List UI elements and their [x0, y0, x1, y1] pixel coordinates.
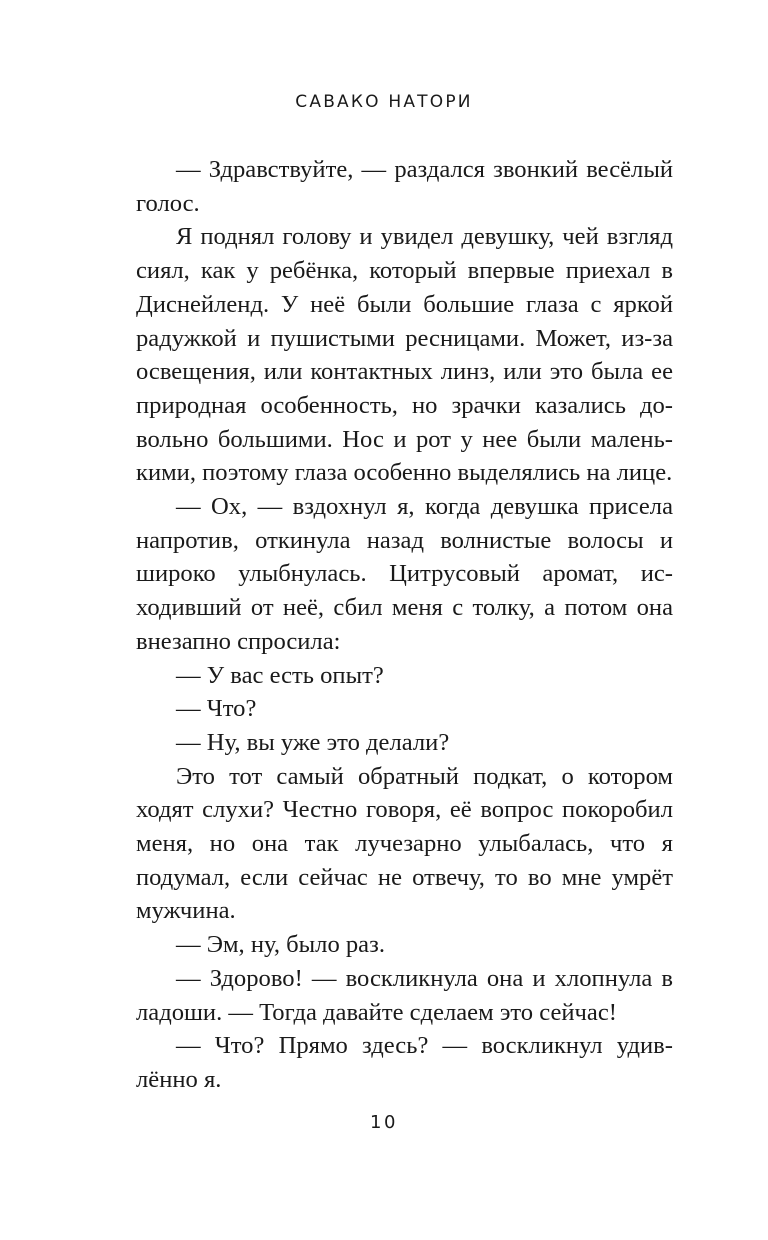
paragraph: — Что? Прямо здесь? — воскликнул удивлённо я.: [136, 1032, 673, 1093]
paragraph: — Здорово! — воскликнула она и хлопнула в ладоши. — Тогда давайте сделаем это сейчас!: [136, 964, 673, 1026]
paragraph: — У вас есть опыт?: [176, 661, 384, 689]
paragraph: Это тот самый обратный подкат, о котором ходят слухи? Честно говоря, её вопрос покоробил меня, но она так лучезарно улыбалась, что я подумал, если сейчас не отвечу, то во мне умрёт мужчина.: [136, 762, 673, 925]
paragraph: — Ну, вы уже это делали?: [176, 728, 450, 756]
paragraph: — Что?: [176, 695, 257, 723]
paragraph: Я поднял голову и увидел девушку, чей взгляд сиял, как у ребёнка, который впервые приехал в Диснейленд. У неё были большие глаза с яркой радужкой и пушистыми ресницами. Может, из-за освещения, или контактных линз, или это была ее природная особенность, но зрачки казались довольно большими. Нос и рот у нее были маленькими, поэтому глаза особенно выделялись на лице.: [136, 223, 673, 487]
page-number: 10: [370, 1112, 398, 1133]
running-head-author: САВАКО НАТОРИ: [295, 92, 473, 112]
body-text: [136, 153, 673, 1097]
paragraph: — Здравствуйте, — раздался звонкий весёлый голос.: [136, 156, 673, 217]
paragraph: — Ох, — вздохнул я, когда девушка присела напротив, откинула назад волнистые волосы и широко улыбнулась. Цитрусовый аромат, исходивший от неё, сбил меня с толку, а потом она внезапно спросила:: [136, 493, 673, 655]
paragraph: — Эм, ну, было раз.: [176, 931, 385, 959]
